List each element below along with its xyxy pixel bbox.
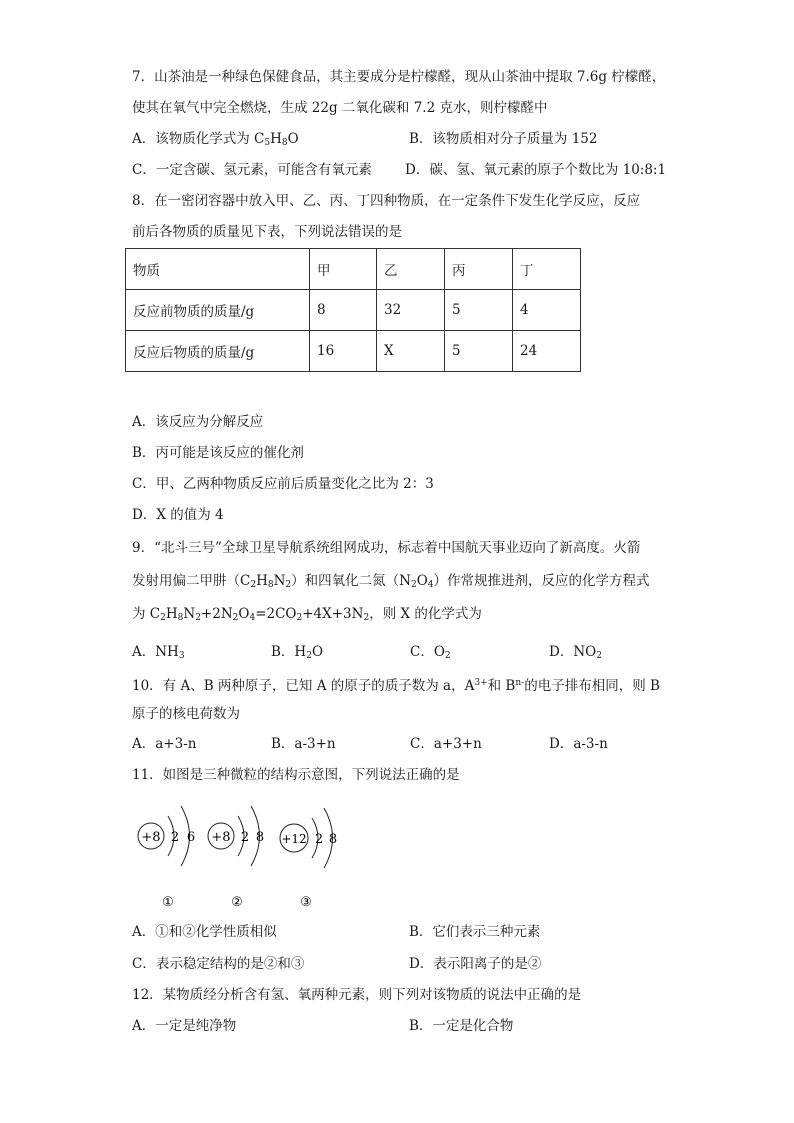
q7-option-d: D．碳、氢、氧元素的原子个数比为 10:8:1 (405, 162, 667, 178)
table-cell: 4 (513, 290, 581, 331)
shell-electron-count: 8 (328, 832, 338, 847)
particle-label: ② (231, 895, 243, 910)
mass-table (125, 248, 581, 372)
shell-electron-count: 2 (170, 830, 180, 845)
table-cell: 32 (377, 290, 445, 331)
table-cell: 物质 (126, 249, 310, 290)
table-cell: 反应前物质的质量/g (126, 290, 310, 331)
particle-label: ③ (300, 895, 312, 910)
q10-stem-line1: 10．有 A、B 两种原子，已知 A 的原子的质子数为 a，$A^{3+}$和 $B^{n-}$的电子排布相同，则 B (132, 678, 660, 694)
table-cell: X (377, 331, 445, 372)
particle-label: ① (162, 895, 174, 910)
q9-stem-line1: 9．“北斗三号”全球卫星导航系统组网成功，标志着中国航天事业迈向了新高度。火箭 (132, 540, 641, 556)
table-cell: 反应后物质的质量/g (126, 331, 310, 372)
q9-equation-line: 为 $C_2H_8N_2+2N_2O_4=2CO_2+4X+3N_2$，则 X 的化学式为 (132, 606, 482, 623)
nucleus-charge: +12 (281, 832, 307, 846)
q7-option-c: C．一定含碳、氢元素，可能含有氧元素 (132, 162, 372, 178)
table-row (126, 290, 581, 331)
q11-option-c: C．表示稳定结构的是②和③ (132, 956, 305, 972)
q11-option-d: D．表示阳离子的是② (409, 956, 542, 972)
q10-stem-line2: 原子的核电荷数为 (132, 706, 240, 722)
table-header-row (126, 249, 581, 290)
q11-stem: 11．如图是三种微粒的结构示意图，下列说法正确的是 (132, 767, 460, 783)
table-cell: 丁 (513, 249, 581, 290)
table-cell: 8 (310, 290, 377, 331)
q9-option-d: D．$NO_2$ (549, 644, 602, 661)
q7-stem-line2: 使其在氧气中完全燃烧，生成 22g 二氧化碳和 7.2 克水，则柠檬醛中 (132, 100, 548, 116)
table-cell: 甲 (310, 249, 377, 290)
q8-option-a: A．该反应为分解反应 (132, 414, 264, 430)
q10-option-d: D．a-3-n (549, 736, 608, 752)
particle-3-diagram (280, 808, 337, 868)
q12-option-a: A．一定是纯净物 (132, 1018, 237, 1034)
q7-option-b: B．该物质相对分子质量为 152 (409, 131, 598, 147)
atom-structure-diagram (132, 800, 352, 910)
q8-option-d: D．X 的值为 4 (132, 507, 224, 523)
q11-option-b: B．它们表示三种元素 (409, 924, 541, 940)
shell-electron-count: 2 (240, 830, 250, 845)
table-cell: 乙 (377, 249, 445, 290)
q8-option-c: C．甲、乙两种物质反应前后质量变化之比为 2：3 (132, 476, 434, 492)
table-row (126, 331, 581, 372)
q7-option-a: A．该物质化学式为 $C_5H_8O$ (132, 131, 299, 148)
q11-option-a: A．①和②化学性质相似 (132, 924, 277, 940)
q8-stem-line2: 前后各物质的质量见下表，下列说法错误的是 (132, 224, 402, 240)
q7-stem-line1: 7．山茶油是一种绿色保健食品，其主要成分是柠檬醛，现从山茶油中提取 7.6g 柠檬醛， (132, 69, 666, 85)
q12-stem: 12．某物质经分析含有氢、氧两种元素，则下列对该物质的说法中正确的是 (132, 987, 582, 1003)
particle-1-diagram (138, 806, 195, 866)
table-cell: 24 (513, 331, 581, 372)
table-cell: 5 (445, 290, 513, 331)
q9-option-b: B．$H_2O$ (271, 644, 324, 661)
nucleus-charge: +8 (211, 830, 231, 845)
q10-option-b: B．a-3+n (271, 736, 336, 752)
shell-electron-count: 8 (255, 830, 265, 845)
shell-electron-count: 2 (314, 832, 324, 847)
shell-electron-count: 6 (186, 830, 196, 845)
q9-stem-line2: 发射用偏二甲肼$(C_2H_8N_2)$和四氧化二氮$(N_2O_4)$作常规推进剂，反应的化学方程式 (132, 573, 650, 590)
q8-stem-line1: 8．在一密闭容器中放入甲、乙、丙、丁四种物质，在一定条件下发生化学反应，反应 (132, 193, 641, 209)
table-cell: 16 (310, 331, 377, 372)
nucleus-charge: +8 (141, 830, 161, 845)
q12-option-b: B．一定是化合物 (409, 1018, 514, 1034)
q9-option-c: C．$O_2$ (410, 644, 451, 661)
table-cell: 5 (445, 331, 513, 372)
q10-option-a: A．a+3-n (132, 736, 197, 752)
q8-option-b: B．丙可能是该反应的催化剂 (132, 445, 304, 461)
table-cell: 丙 (445, 249, 513, 290)
q9-option-a: A．$NH_3$ (132, 644, 185, 661)
particle-2-diagram (208, 806, 264, 866)
q10-option-c: C．a+3+n (410, 736, 482, 752)
